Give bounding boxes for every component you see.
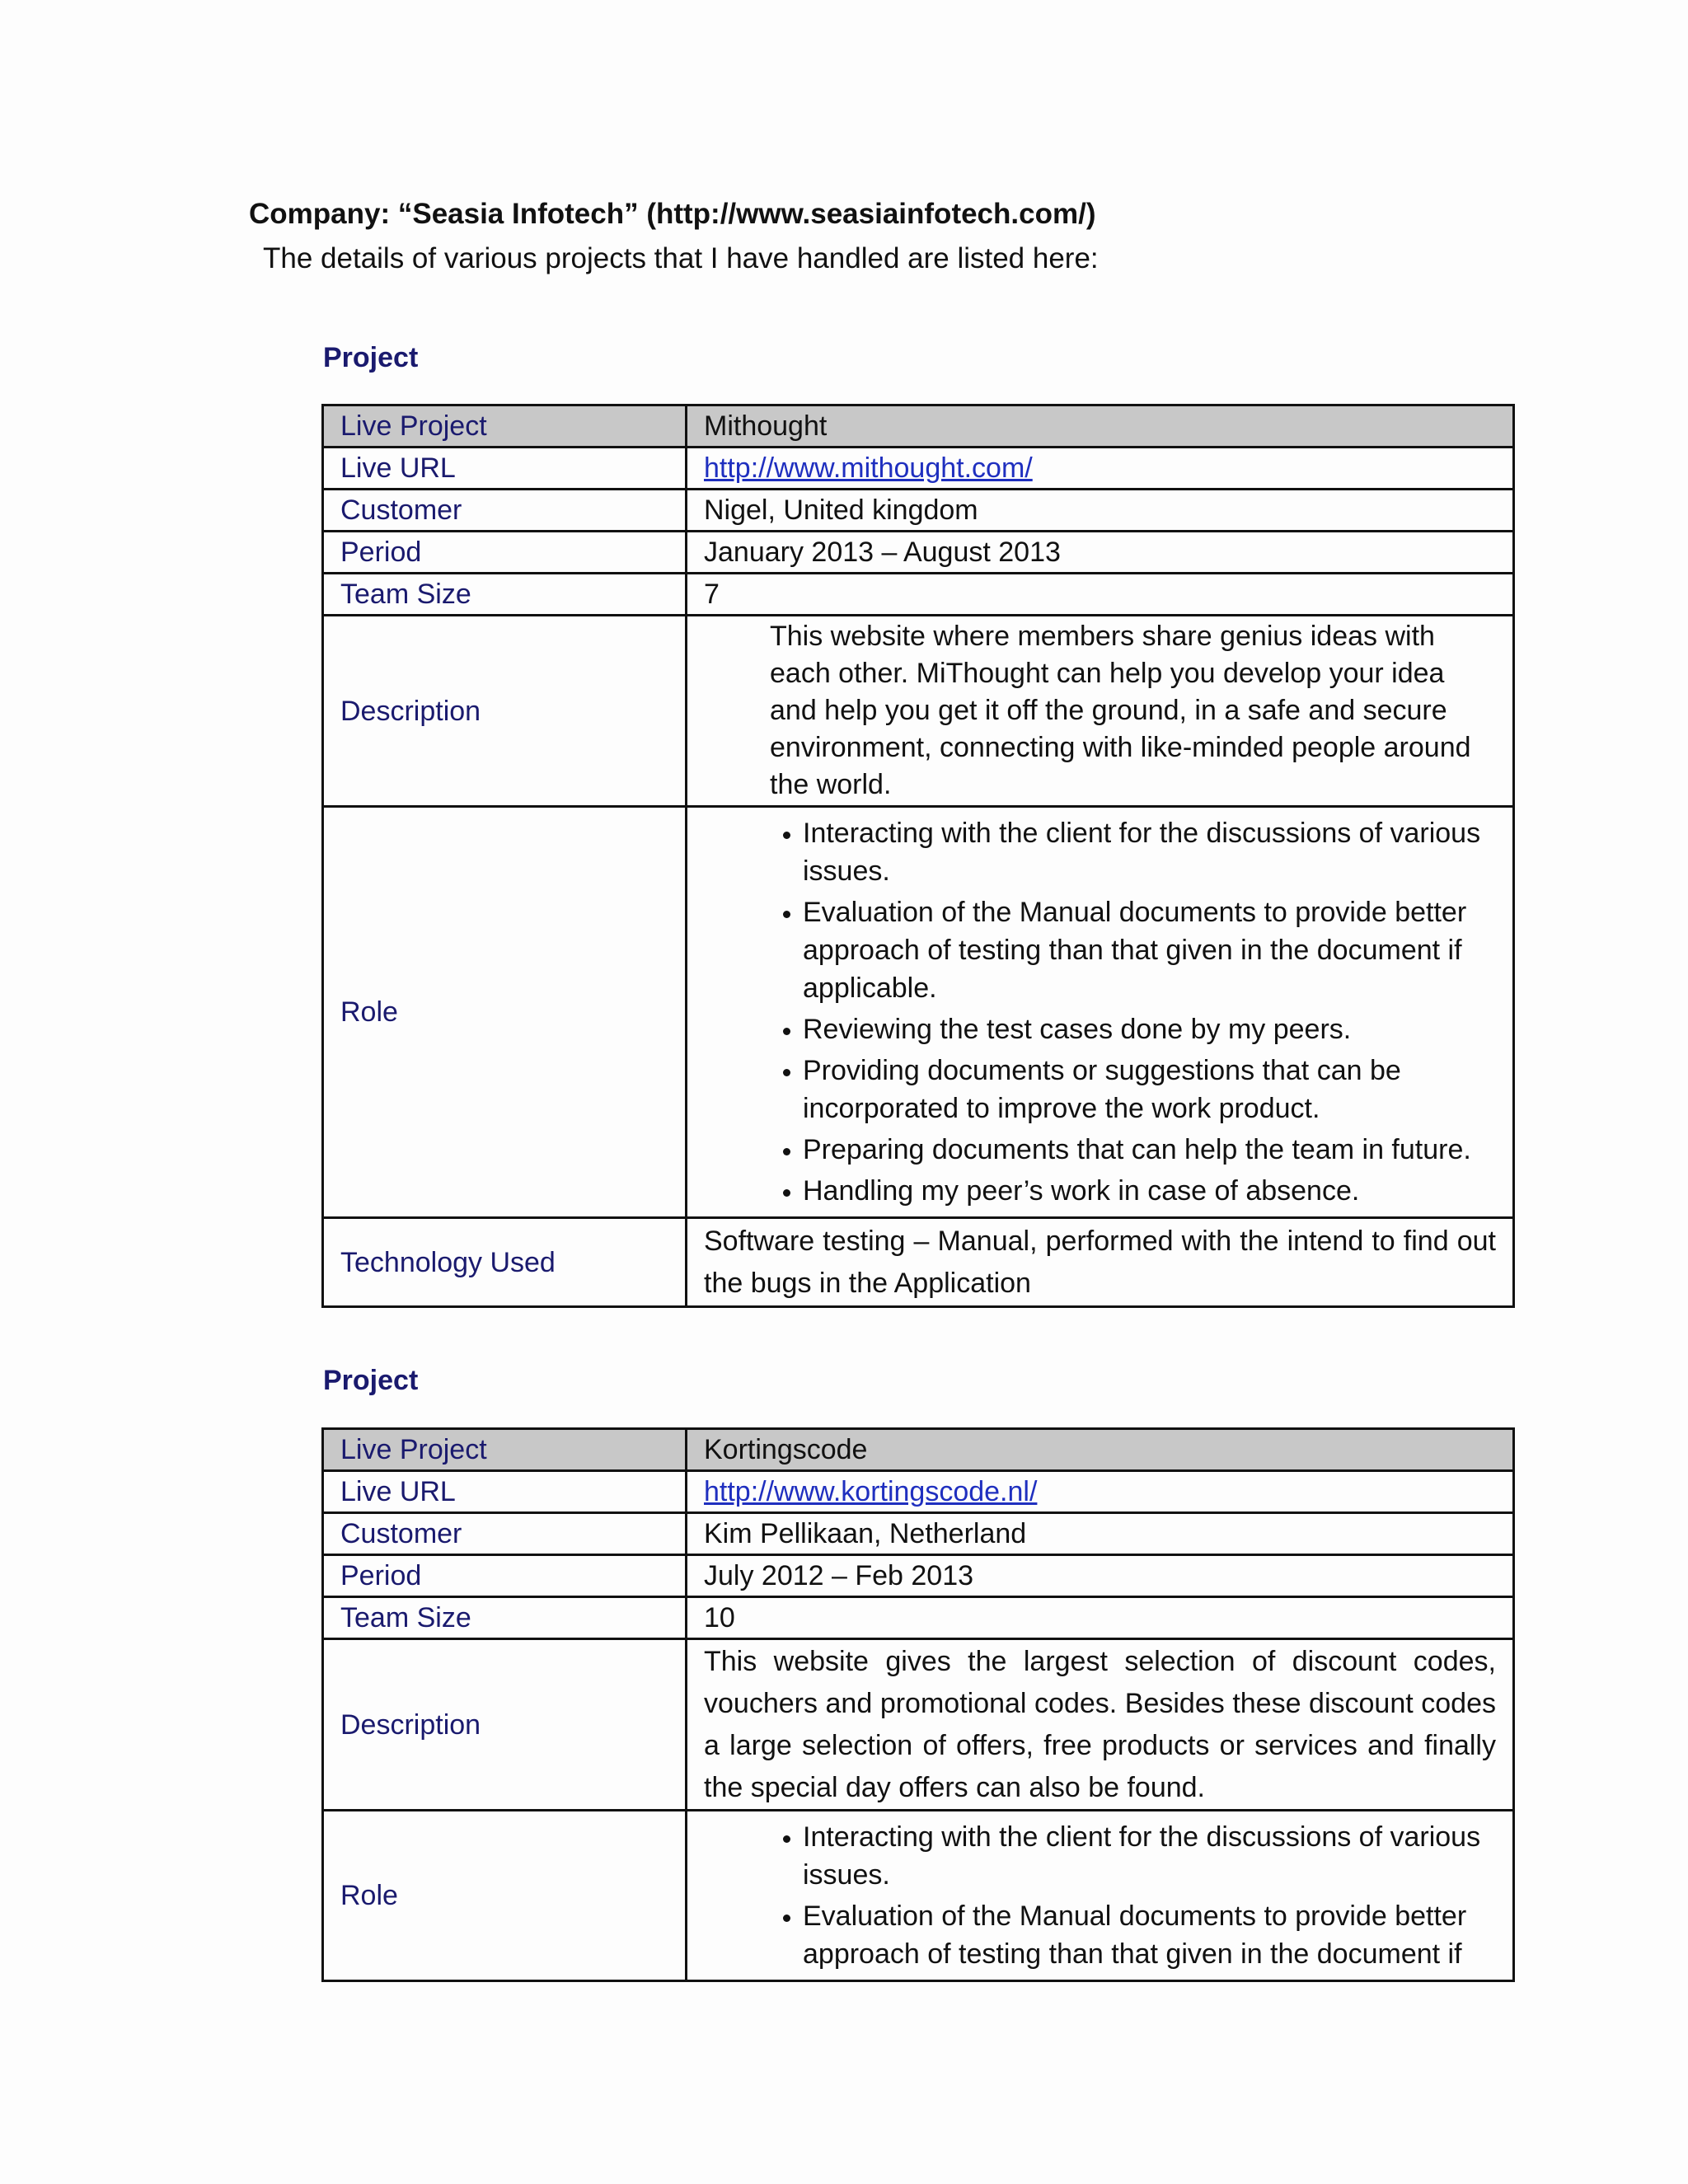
table-row [323,807,1514,1218]
role-label: Role [323,807,687,1218]
customer-label: Customer [323,1513,687,1555]
list-item: • Reviewing the test cases done by my peers. [803,1010,1496,1048]
table-row [323,1218,1514,1307]
intro-text: The details of various projects that I have handled are listed here: [263,242,1099,274]
role-label: Role [323,1811,687,1981]
period-value: July 2012 – Feb 2013 [687,1555,1514,1597]
list-item: • Preparing documents that can help the team in future. [803,1131,1496,1169]
live-url-label: Live URL [323,1471,687,1513]
list-item: • Interacting with the client for the discussions of various issues. [803,1818,1496,1894]
table-row [323,448,1514,490]
role-list [704,1818,1496,1973]
technology-value: Software testing – Manual, performed with the intend to find out the bugs in the Application [687,1218,1514,1307]
table-row [323,1429,1514,1471]
table-row [323,616,1514,807]
live-url-label: Live URL [323,448,687,490]
customer-value: Nigel, United kingdom [687,490,1514,532]
technology-label: Technology Used [323,1218,687,1307]
list-item: • Evaluation of the Manual documents to provide better approach of testing than that given in the document if [803,1897,1496,1973]
role-value [687,807,1514,1218]
role-value [687,1811,1514,1981]
description-label: Description [323,1639,687,1811]
description-value: This website where members share genius ideas with each other. MiThought can help you develop your idea and help you get it off the ground, in a safe and secure environment, connecting with like-minded people around the world. [687,616,1514,807]
project-2-heading: Project [323,1365,419,1396]
table-row [323,1513,1514,1555]
live-project-label: Live Project [323,1429,687,1471]
period-label: Period [323,1555,687,1597]
project-2-table [321,1427,1515,1982]
table-row [323,1597,1514,1639]
description-value: This website gives the largest selection of discount codes, vouchers and promotional codes. Besides these discount codes a large selection of offers, free products or services and finally the special day offers can also be found. [687,1639,1514,1811]
live-url-link[interactable]: http://www.kortingscode.nl/ [704,1476,1038,1507]
customer-value: Kim Pellikaan, Netherland [687,1513,1514,1555]
live-project-value: Kortingscode [687,1429,1514,1471]
table-row [323,405,1514,448]
table-row [323,532,1514,574]
table-row [323,1639,1514,1811]
team-size-value: 10 [687,1597,1514,1639]
project-1-heading: Project [323,342,419,373]
live-project-label: Live Project [323,405,687,448]
company-title: Company: “Seasia Infotech” (http://www.seasiainfotech.com/) [249,198,1096,230]
role-list [704,814,1496,1210]
team-size-label: Team Size [323,574,687,616]
project-1-table [321,404,1515,1308]
list-item: • Evaluation of the Manual documents to provide better approach of testing than that given in the document if applicable. [803,893,1496,1007]
period-label: Period [323,532,687,574]
live-project-value: Mithought [687,405,1514,448]
table-row [323,1471,1514,1513]
list-item: • Handling my peer’s work in case of absence. [803,1172,1496,1210]
list-item: • Providing documents or suggestions that can be incorporated to improve the work product. [803,1052,1496,1127]
description-label: Description [323,616,687,807]
table-row [323,1811,1514,1981]
table-row [323,1555,1514,1597]
period-value: January 2013 – August 2013 [687,532,1514,574]
table-row [323,574,1514,616]
customer-label: Customer [323,490,687,532]
live-url-link[interactable]: http://www.mithought.com/ [704,452,1033,484]
team-size-label: Team Size [323,1597,687,1639]
table-row [323,490,1514,532]
team-size-value: 7 [687,574,1514,616]
list-item: • Interacting with the client for the discussions of various issues. [803,814,1496,890]
